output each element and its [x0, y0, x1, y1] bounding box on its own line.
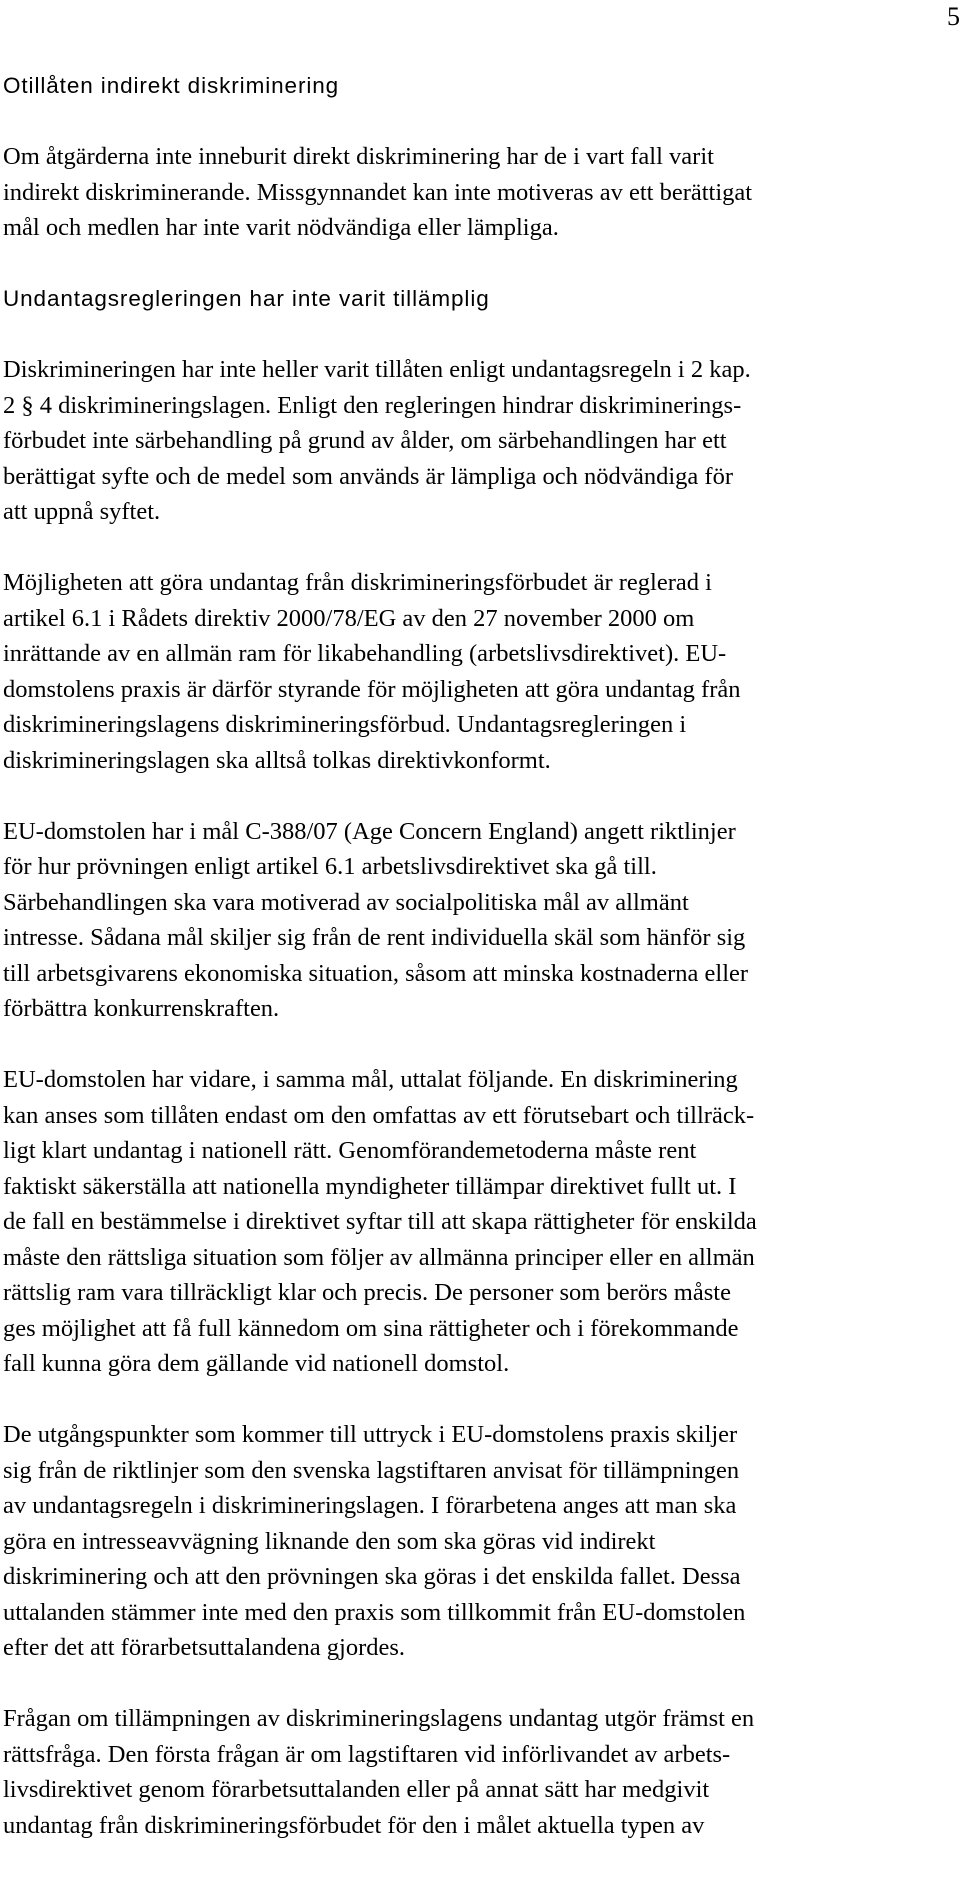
text-line: livsdirektivet genom förarbetsuttalanden eller på annat sätt har medgivit — [3, 1776, 710, 1803]
section-heading: Otillåten indirekt diskriminering — [3, 73, 340, 98]
paragraph — [3, 565, 951, 778]
page-number: 5 — [947, 2, 960, 31]
text-line: faktiskt säkerställa att nationella myndigheter tillämpar direktivet fullt ut. I — [3, 1172, 737, 1200]
text-line: diskrimineringslagens diskrimineringsförbud. Undantagsregleringen i — [3, 711, 687, 738]
text-line: EU-domstolen har vidare, i samma mål, uttalat följande. En diskriminering — [3, 1066, 738, 1093]
text-line: Diskrimineringen har inte heller varit tillåten enligt undantagsregeln i 2 kap. — [3, 356, 751, 383]
text-line: måste den rättsliga situation som följer av allmänna principer eller en allmän — [3, 1243, 755, 1271]
text-line: rättslig ram vara tillräckligt klar och precis. De personer som berörs måste — [3, 1279, 731, 1306]
text-line: ges möjlighet att få full kännedom om sina rättigheter och i förekommande — [3, 1314, 739, 1342]
text-line: Möjligheten att göra undantag från diskrimineringsförbudet är reglerad i — [3, 569, 712, 596]
text-line: EU-domstolen har i mål C-388/07 (Age Concern England) angett riktlinjer — [3, 817, 736, 845]
paragraph — [3, 139, 951, 246]
text-line: av undantagsregeln i diskrimineringslagen. I förarbetena anges att man ska — [3, 1492, 737, 1519]
text-line: mål och medlen har inte varit nödvändiga eller lämpliga. — [3, 214, 559, 241]
text-line: inrättande av en allmän ram för likabehandling (arbetslivsdirektivet). EU- — [3, 640, 727, 667]
text-line: fall kunna göra dem gällande vid nationell domstol. — [3, 1350, 510, 1377]
text-line: Frågan om tillämpningen av diskrimineringslagens undantag utgör främst en — [3, 1705, 755, 1732]
paragraph — [3, 1417, 951, 1666]
text-line: efter det att förarbetsuttalandena gjordes. — [3, 1634, 406, 1661]
text-line: Särbehandlingen ska vara motiverad av socialpolitiska mål av allmänt — [3, 888, 689, 916]
text-line: förbudet inte särbehandling på grund av ålder, om särbehandlingen har ett — [3, 427, 727, 454]
text-line: berättigat syfte och de medel som används är lämpliga och nödvändiga för — [3, 462, 733, 490]
text-line: undantag från diskrimineringsförbudet för den i målet aktuella typen av — [3, 1811, 705, 1839]
paragraph — [3, 1062, 951, 1382]
text-line: för hur prövningen enligt artikel 6.1 arbetslivsdirektivet ska gå till. — [3, 853, 657, 880]
text-line: förbättra konkurrenskraften. — [3, 995, 280, 1022]
text-line: uttalanden stämmer inte med den praxis som tillkommit från EU-domstolen — [3, 1598, 746, 1626]
text-line: till arbetsgivarens ekonomiska situation, såsom att minska kostnaderna eller — [3, 959, 749, 987]
text-line: rättsfråga. Den första frågan är om lagstiftaren vid införlivandet av arbets- — [3, 1740, 731, 1768]
text-line: ligt klart undantag i nationell rätt. Genomförandemetoderna måste rent — [3, 1137, 697, 1164]
text-line: indirekt diskriminerande. Missgynnandet kan inte motiveras av ett berättigat — [3, 178, 753, 206]
text-line: Om åtgärderna inte inneburit direkt diskriminering har de i vart fall varit — [3, 143, 714, 170]
text-line: att uppnå syftet. — [3, 498, 161, 525]
text-line: 2 § 4 diskrimineringslagen. Enligt den regleringen hindrar diskriminerings- — [3, 391, 742, 419]
paragraph — [3, 814, 951, 1027]
text-line: de fall en bestämmelse i direktivet syftar till att skapa rättigheter för enskilda — [3, 1208, 757, 1235]
paragraph — [3, 1701, 951, 1843]
text-line: artikel 6.1 i Rådets direktiv 2000/78/EG av den 27 november 2000 om — [3, 604, 695, 632]
text-line: kan anses som tillåten endast om den omfattas av ett förutsebart och tillräck- — [3, 1101, 755, 1129]
text-line: domstolens praxis är därför styrande för möjligheten att göra undantag från — [3, 675, 741, 703]
text-line: diskriminering och att den prövningen ska göras i det enskilda fallet. Dessa — [3, 1563, 741, 1590]
document-body — [3, 68, 951, 1879]
text-line: diskrimineringslagen ska alltså tolkas direktivkonformt. — [3, 746, 551, 774]
text-line: göra en intresseavvägning liknande den som ska göras vid indirekt — [3, 1527, 656, 1555]
paragraph — [3, 352, 951, 530]
section-heading: Undantagsregleringen har inte varit tillämplig — [3, 286, 490, 311]
text-line: De utgångspunkter som kommer till uttryck i EU-domstolens praxis skiljer — [3, 1421, 738, 1448]
text-line: sig från de riktlinjer som den svenska lagstiftaren anvisat för tillämpningen — [3, 1456, 740, 1484]
text-line: intresse. Sådana mål skiljer sig från de rent individuella skäl som hänför sig — [3, 924, 746, 951]
